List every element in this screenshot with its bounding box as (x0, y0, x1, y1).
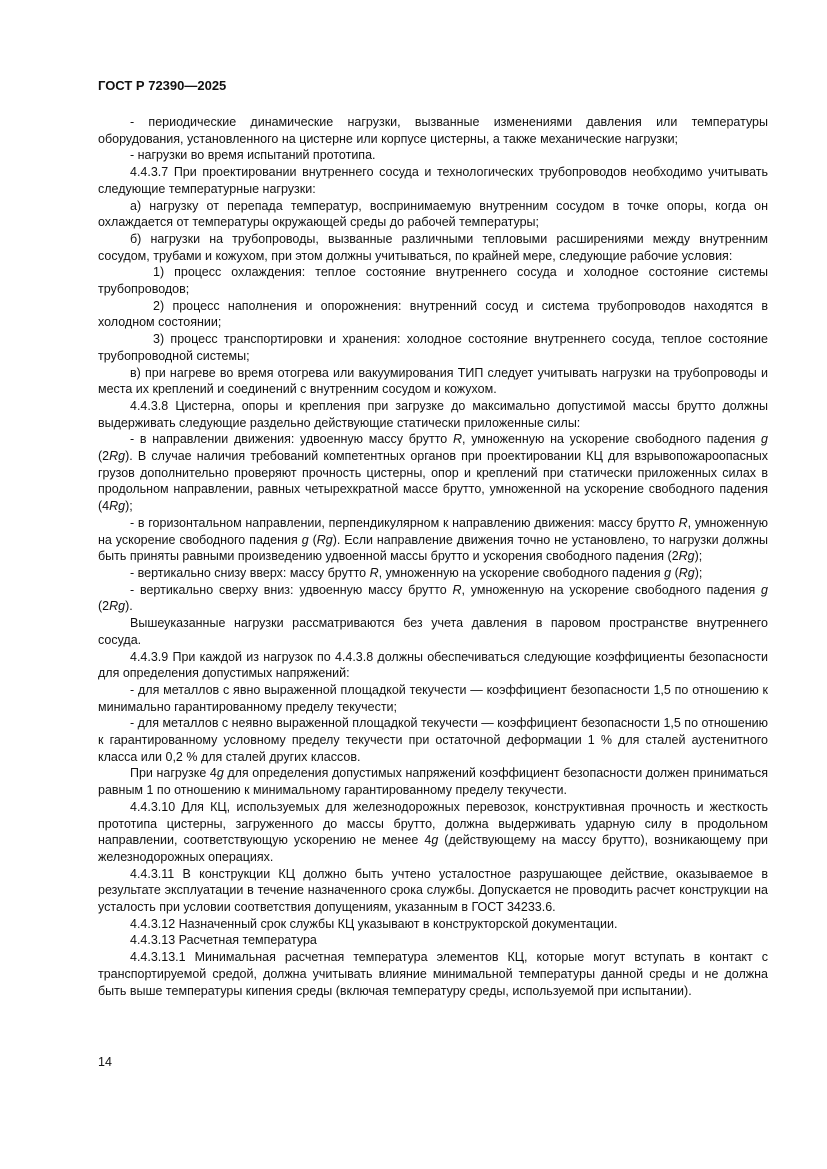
paragraph: Вышеуказанные нагрузки рассматриваются без учета давления в паровом пространстве внутреннего сосуда. (98, 616, 768, 647)
paragraph: 4.4.3.13 Расчетная температура (130, 933, 317, 948)
paragraph: - в горизонтальном направлении, перпендикулярном к направлению движения: массу брутто R, умноженную на ускорение свободного падения g (Rg). Если направление движения точно не установлено, то нагрузки должны быть приняты равными произведению удвоенной массы брутто и ускорения свободного падения (2Rg); (98, 515, 768, 564)
paragraph: 4.4.3.9 При каждой из нагрузок по 4.4.3.8 должны обеспечиваться следующие коэффициенты безопасности для определения допустимых напряжений: (98, 649, 768, 681)
paragraph: 2) процесс наполнения и опорожнения: внутренний сосуд и система трубопроводов находятся в холодном состоянии; (98, 298, 768, 330)
paragraph: а) нагрузку от перепада температур, воспринимаемую внутренним сосудом в точке опоры, когда он охлаждается от температуры окружающей среды до рабочей температуры; (98, 198, 768, 230)
paragraph: При нагрузке 4g для определения допустимых напряжений коэффициент безопасности должен приниматься равным 1 по отношению к минимальному гарантированному пределу текучести. (98, 766, 768, 798)
paragraph: 4.4.3.8 Цистерна, опоры и крепления при загрузке до максимально допустимой массы брутто должны выдерживать следующие раздельно действующие статически приложенные силы: (98, 398, 768, 430)
paragraph: - нагрузки во время испытаний прототипа. (130, 148, 376, 163)
paragraph: - вертикально снизу вверх: массу брутто R, умноженную на ускорение свободного падения g (Rg); (130, 565, 703, 580)
paragraph: 3) процесс транспортировки и хранения: холодное состояние внутреннего сосуда, теплое состояние трубопроводной системы; (98, 332, 768, 363)
paragraph: - вертикально сверху вниз: удвоенную массу брутто R, умноженную на ускорение свободного падения g (2Rg). (98, 582, 768, 614)
paragraph: в) при нагреве во время отогрева или вакуумирования ТИП следует учитывать нагрузки на трубопроводы и места их креплений и соединений с внутренним сосудом и кожухом. (98, 365, 768, 397)
document-body (98, 114, 768, 999)
paragraph: - периодические динамические нагрузки, вызванные изменениями давления или температуры оборудования, установленного на цистерне или корпусе цистерны, а также механические нагрузки; (98, 115, 768, 146)
paragraph: 4.4.3.7 При проектировании внутреннего сосуда и технологических трубопроводов необходимо учитывать следующие температурные нагрузки: (98, 165, 768, 196)
paragraph: 4.4.3.12 Назначенный срок службы КЦ указывают в конструкторской документации. (130, 916, 618, 931)
paragraph: - в направлении движения: удвоенную массу брутто R, умноженную на ускорение свободного падения g (2Rg). В случае наличия требований компетентных органов при проектировании КЦ для взрывопожароопасных грузов дополнительно проверяют прочность цистерны, опор и креплений при статически приложенных силах в продольном направлении, равных четырехкратной массе брутто, умноженной на ускорение свободного падения (4Rg); (98, 432, 768, 514)
paragraph: б) нагрузки на трубопроводы, вызванные различными тепловыми расширениями между внутренним сосудом, трубами и кожухом, при этом должны учитываться, по крайней мере, следующие рабочие условия: (98, 231, 768, 263)
page-number: 14 (98, 1055, 112, 1069)
paragraph: - для металлов с неявно выраженной площадкой текучести — коэффициент безопасности 1,5 по отношению к гарантированному условному пределу текучести при остаточной деформации 1 % для сталей аустенитного класса или 0,2 % для сталей других классов. (98, 716, 768, 764)
paragraph: 4.4.3.10 Для КЦ, используемых для железнодорожных перевозок, конструктивная прочность и жесткость прототипа цистерны, загруженного до массы брутто, должна выдерживать ударную силу в продольном направлении, соответствующую ускорению не менее 4g (действующему на массу брутто), возникающему при железнодорожных операциях. (98, 799, 768, 864)
document-header: ГОСТ Р 72390—2025 (98, 78, 227, 93)
paragraph: 1) процесс охлаждения: теплое состояние внутреннего сосуда и холодное состояние системы трубопроводов; (98, 265, 768, 297)
paragraph: 4.4.3.11 В конструкции КЦ должно быть учтено усталостное разрушающее действие, оказываемое в результате эксплуатации в течение назначенного срока службы. Допускается не проводить расчет конструкции на усталость при условии соответствия допущениям, указанным в ГОСТ 34233.6. (98, 866, 768, 915)
paragraph: - для металлов с явно выраженной площадкой текучести — коэффициент безопасности 1,5 по отношению к минимально гарантированному пределу текучести; (98, 682, 768, 714)
paragraph: 4.4.3.13.1 Минимальная расчетная температура элементов КЦ, которые могут вступать в контакт с транспортируемой средой, должна учитывать влияние минимальной температуры данной среды и не должна быть выше температуры кипения среды (включая температуру среды, используемой при испытании). (98, 950, 768, 998)
